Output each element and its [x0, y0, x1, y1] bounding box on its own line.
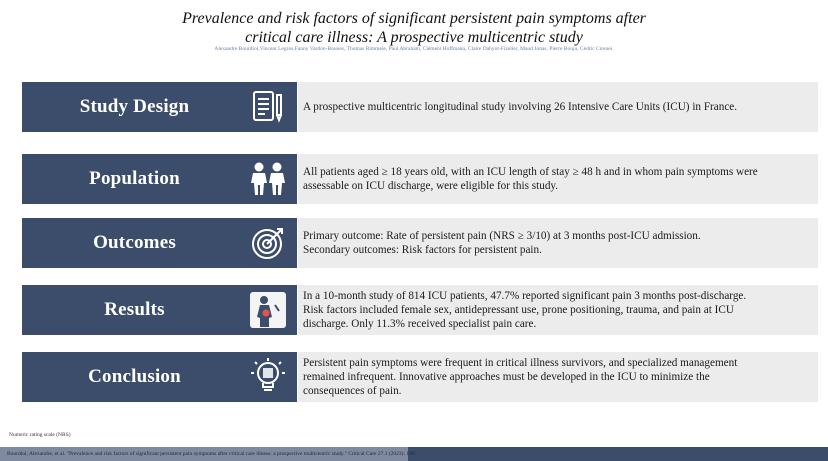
row-results-text-line: Risk factors included female sex, antidepressant use, prone positioning, trauma, and pain at ICU: [303, 304, 734, 316]
row-population-content: [298, 154, 818, 204]
row-conclusion-content: [298, 352, 818, 402]
row-study-design-content: [298, 82, 818, 132]
row-results-text-line: In a 10-month study of 814 ICU patients, 47.7% reported significant pain 3 months post-discharge.: [303, 290, 747, 302]
row-population-text-line: All patients aged ≥ 18 years old, with an ICU length of stay ≥ 48 h and in whom pain symptoms were: [303, 166, 758, 178]
title-line-1: Prevalence and risk factors of significant persistent pain symptoms after: [182, 10, 646, 27]
row-results-header: [22, 285, 297, 335]
row-results-content: [298, 285, 818, 335]
row-study-design-text-line: A prospective multicentric longitudinal study involving 26 Intensive Care Units (ICU) in France.: [303, 101, 738, 113]
footer-bar: [0, 447, 828, 461]
row-outcomes-label: Outcomes: [93, 232, 176, 253]
row-conclusion-header: [22, 352, 297, 402]
author-list: Alexandre Bourdiol,Vincent Legros,Fanny Vardon-Bounes, Thomas Rimmele, Paul Abraham, Clément Hoffmann, Claire Dahyot-Fizelier, Maud Jonas, Pierre Bouju, Cédric Cirenei.: [214, 46, 614, 52]
row-outcomes-content: [298, 218, 818, 268]
row-conclusion-text-line: consequences of pain.: [303, 385, 402, 397]
row-study-design: [22, 82, 818, 132]
row-outcomes-header: [22, 218, 297, 268]
target-icon: [249, 224, 287, 262]
row-study-design-label: Study Design: [79, 96, 190, 117]
row-outcomes: [22, 218, 818, 268]
lightbulb-icon: [249, 358, 287, 396]
row-conclusion-label: Conclusion: [88, 366, 181, 387]
row-outcomes-text-line: Primary outcome: Rate of persistent pain (NRS ≥ 3/10) at 3 months post-ICU admission.: [303, 230, 701, 242]
row-study-design-header: [22, 82, 297, 132]
row-outcomes-text-line: Secondary outcomes: Risk factors for persistent pain.: [303, 244, 542, 256]
page-title: [0, 9, 828, 47]
header: [0, 0, 828, 60]
row-population-text-line: assessable on ICU discharge, were eligible for this study.: [303, 180, 559, 192]
row-conclusion-text-line: remained infrequent. Innovative approaches must be developed in the ICU to minimize the: [303, 371, 710, 383]
row-results: [22, 285, 818, 335]
back-pain-icon: [249, 291, 287, 329]
row-conclusion-text-line: Persistent pain symptoms were frequent in critical illness survivors, and specialized management: [303, 357, 738, 369]
title-line-2: critical care illness: A prospective multicentric study: [245, 29, 583, 46]
footnote: Numeric rating scale (NRS): [9, 432, 71, 438]
row-results-text-line: discharge. Only 11.3% received specialist pain care.: [303, 318, 537, 330]
row-population-header: [22, 154, 297, 204]
row-population-label: Population: [89, 168, 180, 189]
citation: Bourdiol, Alexandre, et al. "Prevalence and risk factors of significant persistent pain symptoms after critical care illness: a prospective multicentric study." Critical Care 27.1 (2023): 199.: [7, 451, 417, 457]
people-icon: [249, 160, 287, 198]
document-icon: [249, 88, 287, 126]
row-results-label: Results: [104, 299, 165, 320]
row-population: [22, 154, 818, 204]
row-conclusion: [22, 352, 818, 402]
